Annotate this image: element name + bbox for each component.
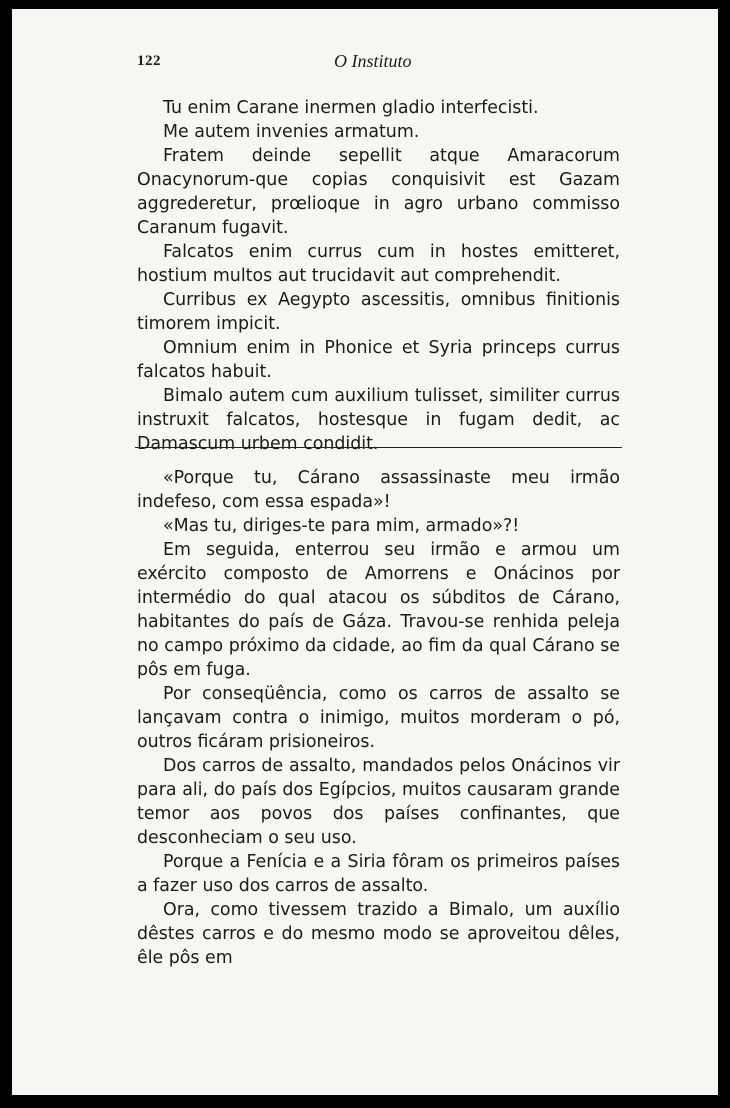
portuguese-paragraph: Porque a Fenícia e a Siria fôram os primeiros países a fazer uso dos carros de assalto. [137, 852, 620, 896]
latin-paragraph: Tu enim Carane inermen gladio interfecisti. [163, 98, 539, 118]
portuguese-paragraph: «Mas tu, diriges-te para mim, armado»?! [163, 516, 520, 536]
book-page [12, 9, 718, 1095]
latin-paragraph: Fratem deinde sepellit atque Amaracorum Onacynorum-que copias conquisivit est Gazam aggrederetur, prœlioque in agro urbano commisso Caranum fugavit. [137, 146, 620, 238]
latin-text [137, 96, 620, 456]
latin-paragraph: Omnium enim in Phonice et Syria princeps currus falcatos habuit. [137, 338, 620, 382]
portuguese-paragraph: Em seguida, enterrou seu irmão e armou um exército composto de Amorrens e Onácinos por intermédio do qual atacou os súbditos de Cárano, habitantes do país de Gáza. Travou-se renhida peleja no campo próximo da cidade, ao fim da qual Cárano se pôs em fuga. [137, 540, 620, 680]
page-number: 122 [137, 53, 161, 69]
portuguese-paragraph: Por conseqüência, como os carros de assalto se lançavam contra o inimigo, muitos morderam o pó, outros ficáram prisioneiros. [137, 684, 620, 752]
portuguese-text [137, 466, 620, 970]
latin-paragraph: Me autem invenies armatum. [163, 122, 420, 142]
latin-paragraph: Falcatos enim currus cum in hostes emitteret, hostium multos aut trucidavit aut comprehendit. [137, 242, 620, 286]
latin-paragraph: Curribus ex Aegypto ascessitis, omnibus finitionis timorem impicit. [137, 290, 620, 334]
portuguese-paragraph: «Porque tu, Cárano assassinaste meu irmão indefeso, com essa espada»! [137, 468, 620, 512]
running-title: O Instituto [334, 51, 412, 71]
section-divider [135, 447, 622, 448]
portuguese-paragraph: Ora, como tivessem trazido a Bimalo, um auxílio dêstes carros e do mesmo modo se aproveitou dêles, êle pôs em [137, 900, 620, 968]
portuguese-paragraph: Dos carros de assalto, mandados pelos Onácinos vir para ali, do país dos Egípcios, muitos causaram grande temor aos povos dos países confinantes, que desconheciam o seu uso. [137, 756, 620, 848]
latin-paragraph: Bimalo autem cum auxilium tulisset, similiter currus instruxit falcatos, hostesque in fugam dedit, ac Damascum urbem condidit. [137, 386, 620, 454]
